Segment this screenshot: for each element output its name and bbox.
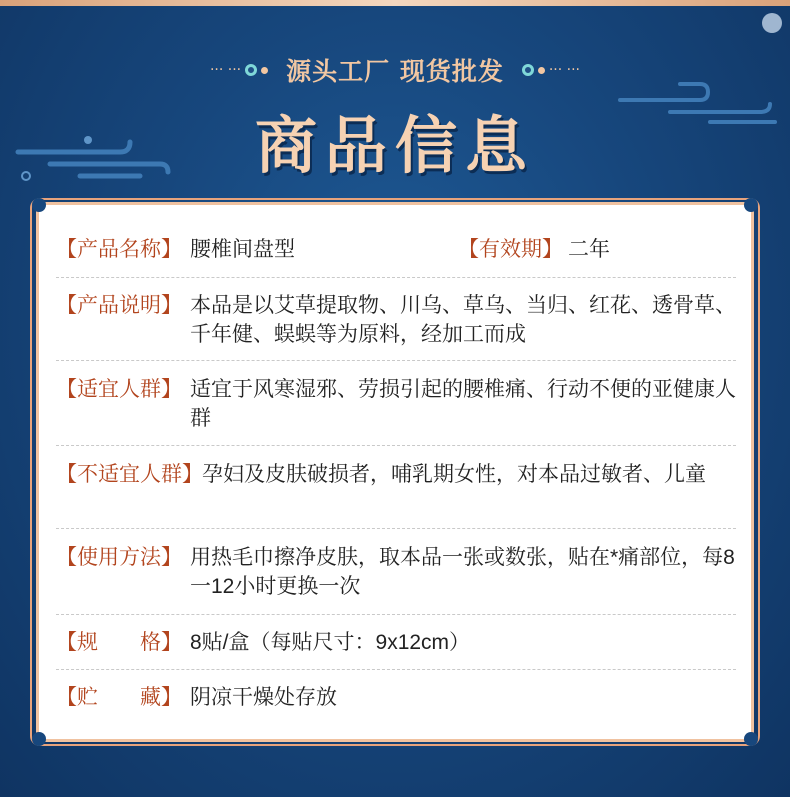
ring-dot-icon [522, 64, 534, 76]
row-value-validity: 二年 [568, 238, 610, 261]
row-suitable [56, 361, 736, 446]
row-value: 孕妇及皮肤破损者，哺乳期女性，对本品过敏者、儿童 [202, 463, 706, 486]
row-storage [56, 670, 736, 726]
card-corner [32, 198, 46, 212]
page-subtitle: 源头工厂 现货批发 [286, 57, 504, 86]
card-corner [32, 732, 46, 746]
page-title: 商品信息 [254, 109, 535, 182]
right-dots-ornament [522, 62, 580, 78]
subtitle-row [0, 52, 790, 88]
row-value: 用热毛巾擦净皮肤，取本品一张或数张，贴在*痛部位，每8一12小时更换一次 [190, 546, 735, 598]
row-spec [56, 615, 736, 670]
moon-dot [762, 13, 782, 33]
row-label: 【不适宜人群】 [56, 463, 203, 486]
left-dots-ornament [210, 62, 268, 78]
row-usage [56, 529, 736, 615]
ring-dot-icon [245, 64, 257, 76]
card-corner [744, 198, 758, 212]
dot-icon [261, 67, 268, 74]
row-value: 适宜于风寒湿邪、劳损引起的腰椎痛、行动不便的亚健康人群 [190, 378, 736, 430]
row-description [56, 278, 736, 361]
row-label: 【规 格】 [56, 631, 182, 654]
info-rows [56, 222, 736, 726]
row-label: 【贮 藏】 [56, 686, 182, 709]
row-label-validity: 【有效期】 [458, 238, 563, 261]
row-value: 8贴/盒（每贴尺寸：9x12cm） [190, 631, 471, 654]
row-value: 本品是以艾草提取物、川乌、草乌、当归、红花、透骨草、千年健、蜈蜈等为原料，经加工而成 [190, 294, 736, 346]
row-label: 【使用方法】 [56, 546, 182, 569]
row-value: 阴凉干燥处存放 [190, 686, 337, 709]
dot-icon [538, 67, 545, 74]
row-label: 【产品名称】 [56, 238, 182, 261]
right-dots-text: ··· ··· [548, 62, 581, 78]
row-label: 【产品说明】 [56, 294, 182, 317]
card-corner [744, 732, 758, 746]
top-border-strip [0, 0, 790, 6]
left-dots-text: ··· ··· [209, 62, 242, 78]
row-label: 【适宜人群】 [56, 378, 182, 401]
row-value: 腰椎间盘型 [190, 238, 295, 261]
row-unsuitable [56, 446, 736, 529]
row-product-name [56, 222, 736, 278]
